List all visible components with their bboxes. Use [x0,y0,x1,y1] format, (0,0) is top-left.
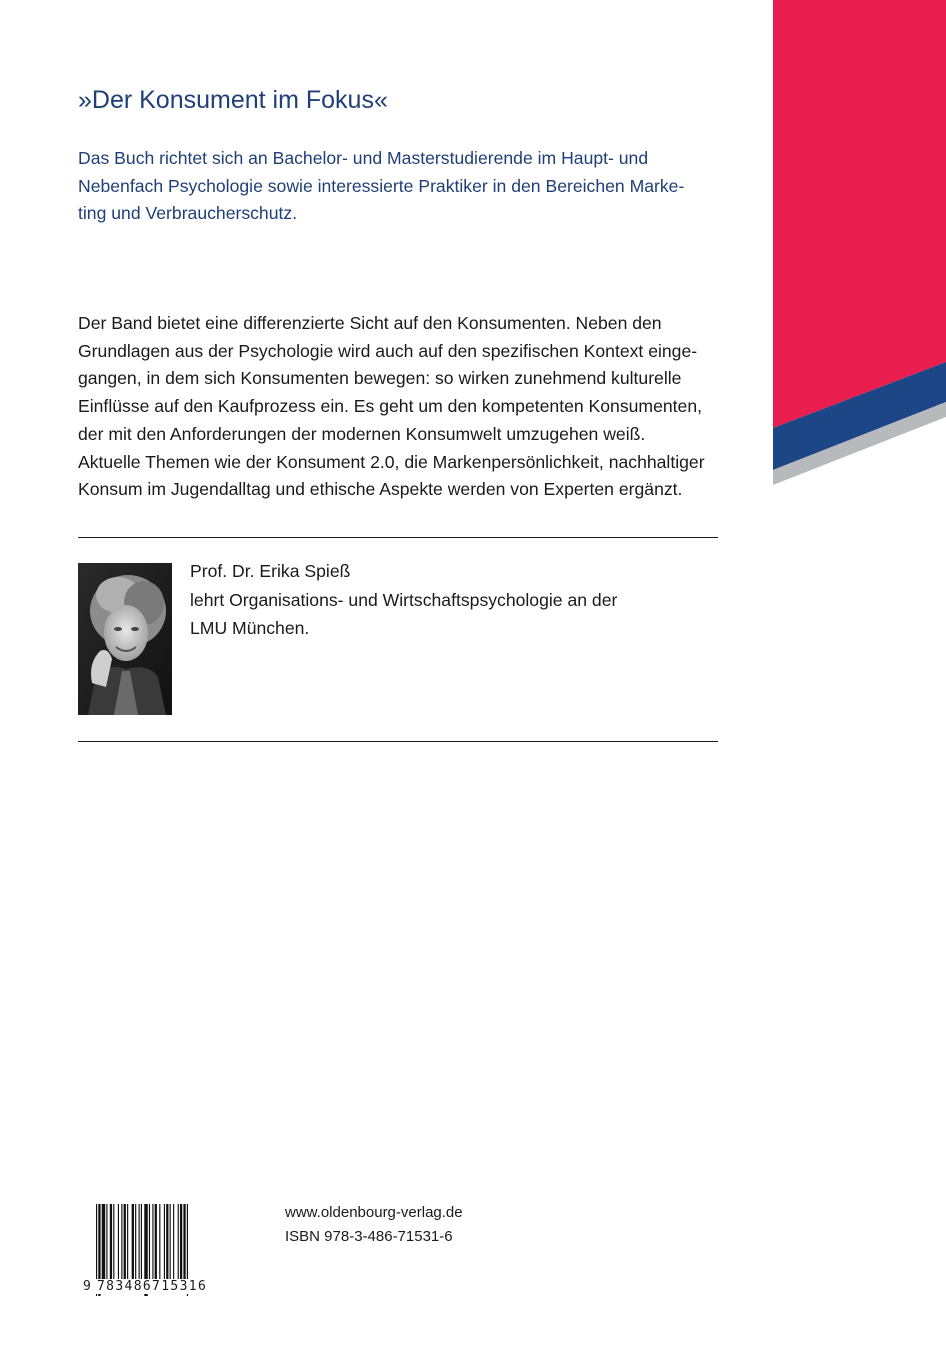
divider-bottom [78,741,718,742]
barcode-bar [166,1204,168,1284]
barcode-bar [121,1204,122,1284]
barcode-bar [180,1204,182,1284]
publisher-url: www.oldenbourg-verlag.de [285,1204,463,1221]
description-line: Einflüsse auf den Kaufprozess ein. Es geht um den kompetenten Konsumenten, [78,396,702,417]
description-paragraph [78,310,728,504]
description-line: Der Band bietet eine differenzierte Sicht auf den Konsumenten. Neben den [78,313,662,333]
barcode-first-digit: 9 [83,1279,91,1294]
author-photo [78,563,172,715]
barcode-number: 783486715316 [97,1279,208,1294]
barcode-bar [118,1204,119,1284]
isbn-text: ISBN 978-3-486-71531-6 [285,1228,453,1245]
barcode-bar [110,1204,112,1284]
barcode-bar [141,1204,142,1284]
back-cover-title: »Der Konsument im Fokus« [78,86,388,114]
description-line: Grundlagen aus der Psychologie wird auch auf den spezifischen Kontext einge- [78,340,698,361]
barcode-bar [170,1204,171,1284]
description-line: Aktuelle Themen wie der Konsument 2.0, die Markenpersönlichkeit, nachhaltiger [78,451,705,472]
barcode-bar [178,1204,179,1284]
red-band [773,0,946,428]
intro-line: Nebenfach Psychologie sowie interessierte Praktiker in den Bereichen Marke- [78,175,685,196]
author-bio-line: lehrt Organisations- und Wirtschaftspsychologie an der [190,589,618,610]
barcode-bar [173,1204,174,1284]
barcode-bar [183,1204,185,1284]
intro-line: ting und Verbraucherschutz. [78,203,298,223]
author-bio-line: LMU München. [190,618,310,638]
barcode-bar [106,1204,107,1284]
barcode-bar [113,1204,114,1284]
author-info [190,557,617,643]
barcode-bar [152,1204,153,1284]
barcode-bar [132,1204,134,1284]
barcode-bar [102,1204,105,1284]
intro-line: Das Buch richtet sich an Bachelor- und Masterstudierende im Haupt- und [78,148,649,168]
author-name: Prof. Dr. Erika Spieß [190,561,351,581]
barcode-bar [164,1204,165,1284]
description-line: Konsum im Jugendalltag und ethische Aspekte werden von Experten ergänzt. [78,479,683,500]
cover-corner-band [773,0,946,490]
publisher-info [285,1201,463,1249]
barcode-bar [155,1204,157,1284]
intro-paragraph [78,145,718,228]
barcode-bar [159,1204,160,1284]
description-line: der mit den Anforderungen der modernen Konsumwelt umzugehen weiß. [78,423,646,444]
barcode-bar [149,1204,150,1284]
divider-top [78,537,718,538]
barcode-bar [127,1204,128,1284]
barcode-bar [124,1204,126,1284]
barcode-bar [135,1204,136,1284]
description-line: gangen, in dem sich Konsumenten bewegen: so wirken zunehmend kulturelle [78,368,682,389]
barcode-bar [139,1204,140,1284]
